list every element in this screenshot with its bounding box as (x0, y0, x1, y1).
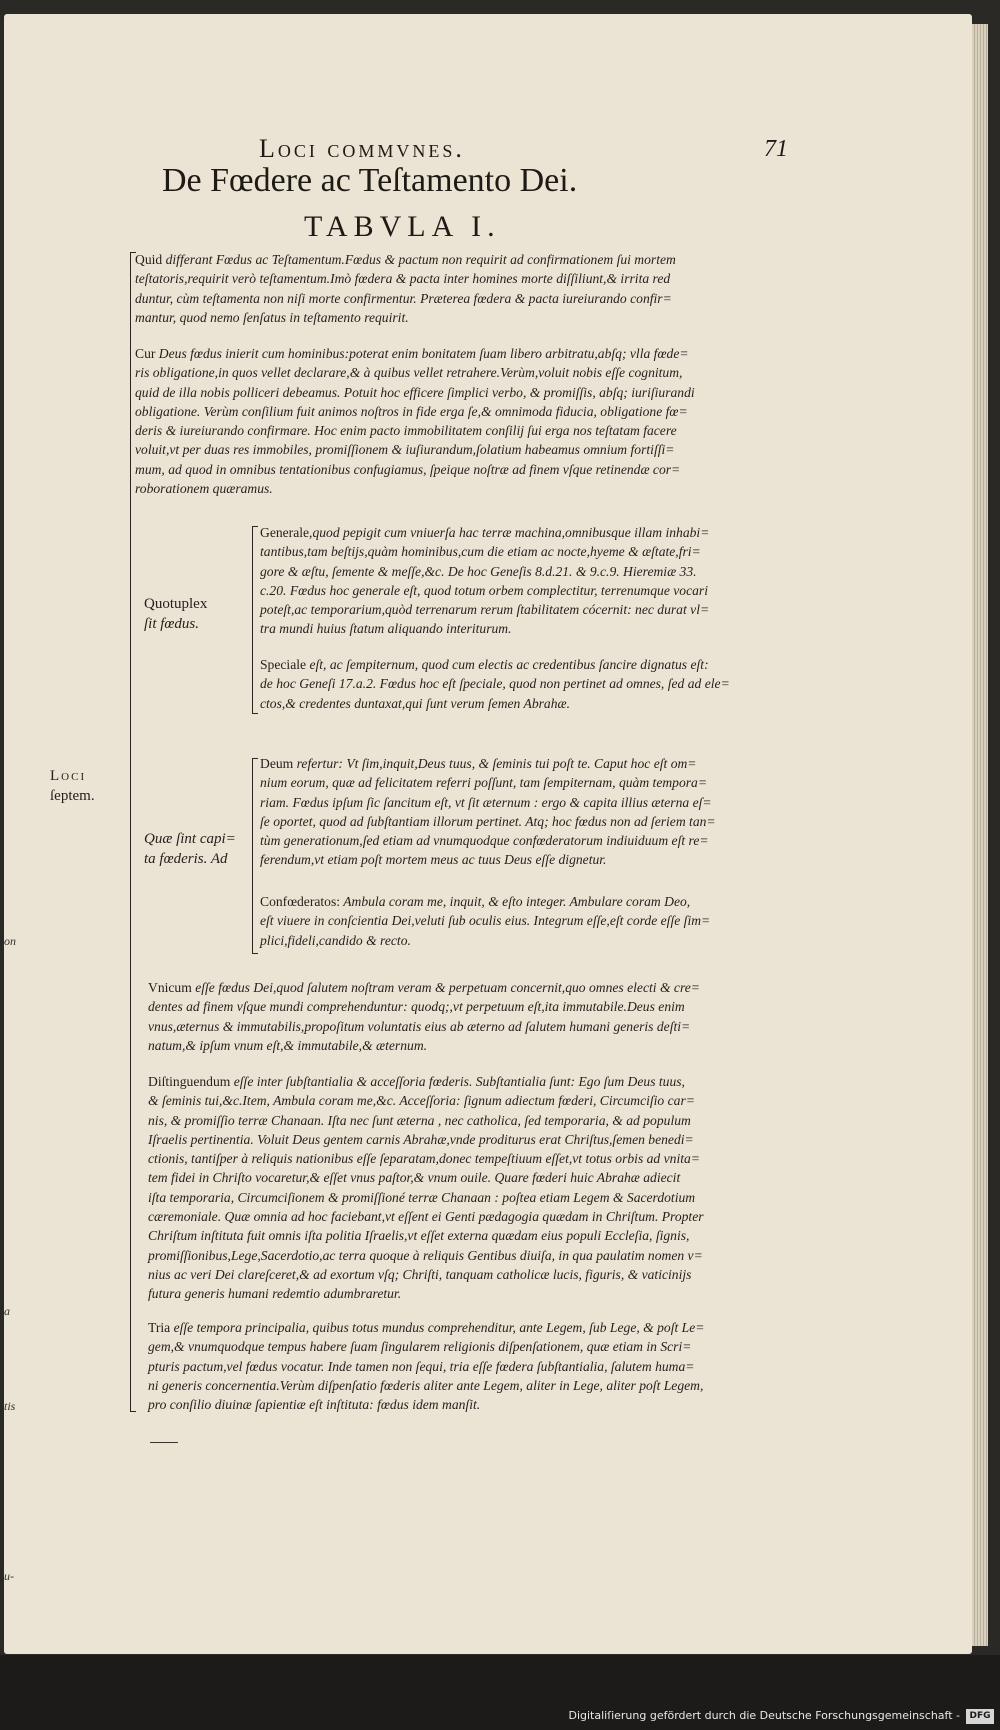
text-segment: eſſe tempora principalia, quibus totus mundus comprehenditur, ante Legem, ſub Lege, & poſt Le= (173, 1320, 705, 1335)
text-line (148, 1072, 838, 1091)
page-number: 71 (764, 136, 788, 162)
quotuplex-label-2: ſit fœdus. (144, 616, 200, 632)
text-line: nium eorum, quæ ad felicitatem referri poſſunt, tam ſempiternam, quàm tempora= (260, 775, 708, 791)
text-line: futura generis humani redemtio adumbraretur. (148, 1286, 402, 1302)
text-line: tùm generationum,ſed etiam ad vnumquodque confœderatorum indiuiduum eſt re= (260, 833, 709, 849)
septem-label: ſeptem. (50, 788, 95, 804)
text-segment: differant Fœdus ac Teſtamentum.Fœdus & pactum non requirit ad confirmationem ſui mortem (165, 252, 676, 267)
text-line: iſta temporaria, Circumciſionem & promiſſioné terræ Chanaan : poſtea etiam Legem & Sacerdotium (148, 1189, 696, 1205)
brace-bottom-tick (130, 1411, 136, 1412)
page-edge (972, 24, 988, 1646)
text-line: c.20. Fœdus hoc generale eſt, quod totum orbem complectitur, terrenumque vocari (260, 582, 709, 598)
loci-label: Loci (50, 768, 87, 784)
text-line: riam. Fœdus ipſum ſic ſancitum eſt, vt ſit æternum : ergo & capita illius æterna eſ= (260, 794, 712, 810)
text-segment: eſt, ac ſempiternum, quod cum electis ac credentibus ſancire dignatus eſt: (309, 657, 709, 672)
text-line: obligatione. Verùm conſilium fuit animos noſtros in fide erga ſe,& omnimoda fiducia, obligatione fœ= (135, 403, 688, 419)
page-title: De Fœdere ac Teſtamento Dei. (162, 162, 578, 199)
text-line: duntur, cùm teſtamenta non niſi morte confirmentur. Præterea fœdera & pacta iureiurando confir= (135, 290, 672, 306)
block-lead: Generale, (260, 525, 313, 540)
text-line: pturis pactum,vel fœdus vocatur. Inde tamen non ſequi, tria eſſe fœdera ſubſtantialia, ſalutem huma= (148, 1358, 695, 1374)
footer-credit: Digitaliſierung gefördert durch die Deutsche Forschungsgemeinschaft - (568, 1709, 960, 1722)
text-line: eſt viuere in conſcientia Dei,veluti ſub oculis eius. Integrum eſſe,eſt corde eſſe ſim= (260, 913, 711, 929)
text-line: plici,fideli,candido & recto. (260, 932, 411, 948)
text-line: gem,& vnumquodque tempus habere ſuam ſingularem religionis diſpenſationem, quæ etiam in Scri= (148, 1339, 692, 1355)
text-line: quid de illa nobis polliceri debeamus. Potuit hoc efficere ſimplici verbo, & promiſſis, abſq; iuriſiurandi (135, 384, 695, 400)
section-lead: Vnicum (148, 980, 192, 995)
text-line: deris & iureiurando confirmare. Hoc enim pacto immobilitatem conſilij ſui erga nos teſtatam facere (135, 423, 677, 439)
text-line: nius ac veri Dei clareſceret,& ad exortum vſq; Chriſti, tanquam catholicæ lucis, figuris, & vaticinijs (148, 1266, 692, 1282)
block-lead: Speciale (260, 657, 307, 672)
generale-block (260, 523, 820, 639)
text-line: mum, ad quod in omnibus tentationibus confugiamus, ſpeique noſtræ ad finem vſque retinendæ cor= (135, 461, 681, 477)
text-line: promiſſionibus,Lege,Sacerdotio,ac terra quoque à reliquis Gentibus diuiſa, in qua paulatim nomen v= (148, 1247, 703, 1263)
quotuplex-label: Quotuplex (144, 596, 208, 612)
capita-brace (252, 758, 253, 954)
section-quid (135, 250, 835, 327)
speciale-block (260, 655, 820, 713)
text-line: ctos,& credentes duntaxat,qui ſunt verum ſemen Abrahæ. (260, 695, 570, 711)
margin-fragment: tis (4, 1399, 16, 1413)
text-line (135, 344, 835, 363)
text-line (148, 978, 838, 997)
text-line: natum,& ipſum vnum eſt,& immutabile,& æternum. (148, 1037, 428, 1053)
text-line: ni generis concernentia.Verùm diſpenſatio fœderis aliter ante Legem, aliter in Lege, aliter poſt Legem, (148, 1377, 704, 1393)
text-line (260, 754, 820, 773)
text-line: mantur, quod nemo ſenſatus in teſtamento requirit. (135, 309, 409, 325)
text-segment: eſſe inter ſubſtantialia & acceſſoria fœderis. Subſtantialia ſunt: Ego ſum Deus tuus, (233, 1074, 685, 1089)
text-line: nis, & promiſſio terræ Chanaan. Iſta nec ſunt æterna , nec catholica, ſed temporaria, & ad populum (148, 1112, 691, 1128)
text-line: Chriſtum inſtituta fuit omnis iſta politia Iſraelis,vt eſſet externa quædam eius populi Eccleſia, ſignis, (148, 1228, 690, 1244)
margin-fragment: u- (4, 1569, 14, 1583)
text-segment: refertur: Vt ſim,inquit,Deus tuus, & ſeminis tui poſt te. Caput hoc eſt om= (296, 756, 697, 771)
brace-tick (252, 758, 258, 759)
text-line: de hoc Geneſi 17.a.2. Fœdus hoc eſt ſpeciale, quod non pertinet ad omnes, ſed ad ele= (260, 676, 730, 692)
text-line (260, 892, 820, 911)
margin-fragment: on (4, 934, 16, 948)
main-brace (130, 252, 131, 1412)
bottom-bar (0, 1655, 1000, 1730)
confoederatos-block (260, 892, 820, 950)
section-lead: Diſtinguendum (148, 1074, 231, 1089)
text-line (260, 655, 820, 674)
capita-label-2: ta fœderis. Ad (144, 851, 228, 867)
section-vnicum (148, 978, 838, 1055)
section-cur (135, 344, 835, 498)
brace-tick (252, 713, 258, 714)
section-tria (148, 1318, 838, 1414)
text-line: dentes ad finem vſque mundi comprehenduntur: quodq;,vt perpetuum eſt,ita immutabile.Deus enim (148, 999, 685, 1015)
text-line: tantibus,tam beſtijs,quàm hominibus,cum die etiam ac nocte,hyeme & æſtate,fri= (260, 544, 701, 560)
text-segment: eſſe fœdus Dei,quod ſalutem noſtram veram & perpetuam concernit,quo omnes electi & cre= (195, 980, 700, 995)
left-margin-fragments (4, 14, 16, 1654)
section-lead: Quid (135, 252, 163, 267)
book-page (4, 14, 972, 1654)
block-lead: Deum (260, 756, 294, 771)
block-lead: Confœderatos: (260, 894, 341, 909)
margin-fragment: a (4, 1304, 10, 1318)
deum-block (260, 754, 820, 870)
text-line: tra mundi huius ſtatum aliquando interiturum. (260, 621, 512, 637)
text-line: Iſraelis pertinentia. Voluit Deus gentem carnis Abrahæ,vnde proditurus erat Chriſtus,ſemen benedi= (148, 1131, 694, 1147)
text-line: ſe oportet, quod ad ſubſtantiam illorum pertinet. Atq; hoc fœdus non ad ſeriem tan= (260, 813, 716, 829)
table-heading: TABVLA I. (304, 210, 501, 243)
section-lead: Tria (148, 1320, 171, 1335)
text-line: & ſeminis tui,&c.Item, Ambula coram me,&c. Acceſſoria: ſignum adiectum fœderi, Circumciſio car= (148, 1093, 695, 1109)
text-segment: Ambula coram me, inquit, & eſto integer. Ambulare coram Deo, (343, 894, 691, 909)
text-line: tem fidei in Chriſto vocaretur,& eſſet vnus paſtor,& vnum ouile. Quare fœderi huic Abrahæ adiecit (148, 1170, 681, 1186)
text-line (260, 523, 820, 542)
text-line: gore & æſtu, ſemente & meſſe,&c. De hoc Geneſis 8.d.21. & 9.c.9. Hieremiæ 33. (260, 563, 697, 579)
text-line (148, 1318, 838, 1337)
capita-label: Quæ ſint capi= (144, 831, 236, 847)
text-segment: quod pepigit cum vniuerſa hac terræ machina,omnibusque illam inhabi= (312, 525, 710, 540)
text-line: vnus,æternus & immutabilis,propoſitum voluntatis eius ab æterno ad ſalutem humani generis deſti= (148, 1018, 691, 1034)
text-line: ferendum,vt etiam poſt mortem meus ac tuus Deus eſſe dignetur. (260, 852, 607, 868)
text-line: cæremoniale. Quæ omnia ad hoc faciebant,vt eſſent ei Genti pædagogia quædam in Chriſtum. Propter (148, 1209, 704, 1225)
quotuplex-brace (252, 526, 253, 714)
brace-tick (252, 526, 258, 527)
text-segment: Deus fœdus inierit cum hominibus:poterat enim bonitatem ſuam libero arbitratu,abſq; vlla fœde= (158, 346, 689, 361)
text-line: poteſt,ac temporarium,quòd terrenarum rerum ſtabilitatem cócernit: nec durat vl= (260, 602, 710, 618)
text-line: roborationem quæramus. (135, 481, 273, 497)
text-line: voluit,vt per duas res immobiles, promiſſionem & iuſiurandum,ſolatium habeamus omnium fortiſſi= (135, 442, 675, 458)
section-lead: Cur (135, 346, 156, 361)
text-line: teſtatoris,requirit verò teſtamentum.Imò fœdera & pacta inter homines morte diſſiliunt,& irrita red (135, 271, 671, 287)
dfg-logo: DFG (966, 1709, 994, 1724)
text-line: ris obligatione,in quos vellet declarare,& à quibus vellet retrahere.Verùm,voluit nobis eſſe cognitum, (135, 365, 683, 381)
catchword-mark (150, 1442, 178, 1443)
brace-tick (252, 953, 258, 954)
text-line (135, 250, 835, 269)
text-line: ctionis, tantiſper à reliquis nationibus eſſe ſeparatam,donec tempeſtiuum eſſet,vt totus orbis ad vnita= (148, 1151, 700, 1167)
running-head: Loci commvnes. (259, 134, 465, 163)
text-line: pro conſilio diuinæ ſapientiæ eſt inſtituta: fœdus idem manſit. (148, 1397, 481, 1413)
section-distinguendum (148, 1072, 838, 1304)
